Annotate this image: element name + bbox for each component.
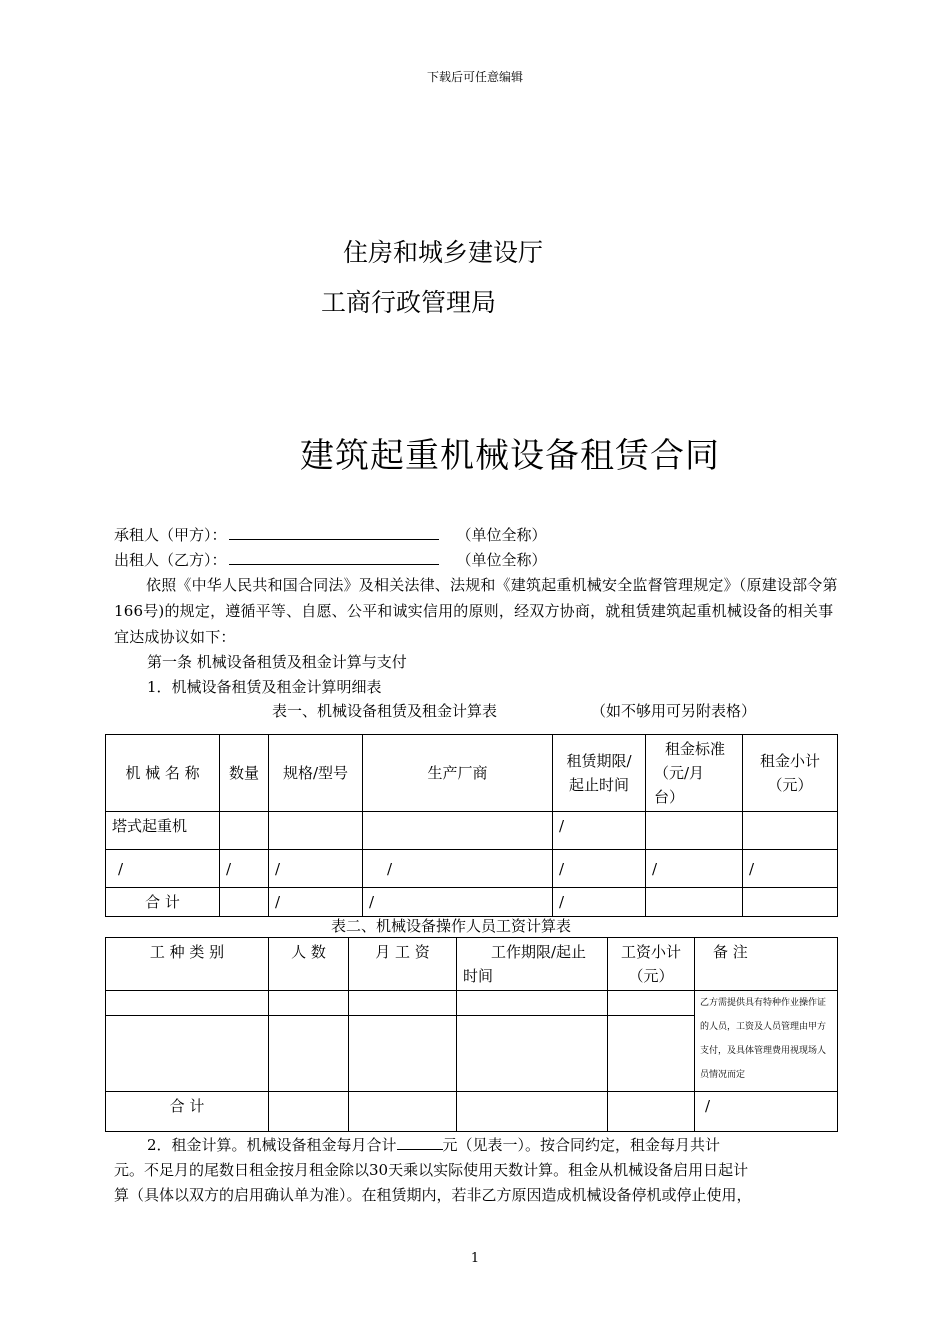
cell-rent-rate[interactable] <box>646 812 743 850</box>
header-headcount: 人 数 <box>269 938 349 991</box>
rental-table <box>105 734 838 917</box>
cell-rent-rate[interactable]: / <box>646 850 743 888</box>
header-work-period-line: 工作期限/起止 <box>491 943 587 961</box>
cell-total-model[interactable]: / <box>269 888 363 917</box>
lessee-suffix: （单位全称） <box>456 526 547 544</box>
monthly-rent-blank[interactable] <box>397 1135 443 1150</box>
header-rental-period <box>553 735 646 812</box>
cell-total-subtotal[interactable] <box>608 1092 695 1132</box>
header-period-line: 起止时间 <box>568 776 629 794</box>
cell-total-remarks: / <box>695 1092 838 1132</box>
issuer-ministry: 住房和城乡建设厅 <box>343 238 544 267</box>
cell-work-period[interactable] <box>457 1016 608 1092</box>
cell-manufacturer[interactable] <box>363 812 553 850</box>
header-work-period <box>457 938 608 991</box>
cell-headcount[interactable] <box>269 991 349 1016</box>
item-2-line-3: 算（具体以双方的启用确认单为准）。在租赁期内，若非乙方原因造成机械设备停机或停止使用， <box>114 1186 752 1204</box>
cell-manufacturer[interactable]: / <box>363 850 553 888</box>
table-row <box>106 812 838 850</box>
header-subtotal-line: 租金小计 <box>759 752 820 770</box>
cell-total-manufacturer[interactable]: / <box>363 888 553 917</box>
cell-total-subtotal[interactable] <box>743 888 838 917</box>
header-model: 规格/型号 <box>269 735 363 812</box>
item-1-heading: 1．机械设备租赁及租金计算明细表 <box>147 678 382 696</box>
lessor-suffix: （单位全称） <box>456 551 547 569</box>
lessor-label: 出租人（乙方）： <box>114 551 227 569</box>
document-title: 建筑起重机械设备租赁合同 <box>300 436 720 476</box>
cell-total-quantity[interactable] <box>220 888 269 917</box>
header-note: 下载后可任意编辑 <box>426 70 523 84</box>
table1-caption-note: （如不够用可另附表格） <box>591 702 757 720</box>
cell-model[interactable]: / <box>269 850 363 888</box>
intro-paragraph: 依照《中华人民共和国合同法》及相关法律、法规和《建筑起重机械安全监督管理规定》（原建设部令第166号)的规定，遵循平等、自愿、公平和诚实信用的原则，经双方协商，就租赁建筑起重机械设备的相关事宜达成协议如下： <box>114 576 838 646</box>
cell-total-rate[interactable] <box>646 888 743 917</box>
article-1-heading: 第一条 机械设备租赁及租金计算与支付 <box>147 653 407 671</box>
table-header-row <box>106 938 838 991</box>
table-total-row <box>106 888 838 917</box>
remark-line: 支付，及具体管理费用视现场人 <box>700 1046 827 1056</box>
page-number: 1 <box>470 1251 480 1266</box>
header-quantity: 数量 <box>220 735 269 812</box>
remark-line: 乙方需提供具有特种作业操作证 <box>700 998 827 1008</box>
header-remarks: 备 注 <box>695 938 838 991</box>
cell-rental-period[interactable]: / <box>553 850 646 888</box>
header-rate-line: （元/月 <box>654 764 705 782</box>
header-manufacturer: 生产厂商 <box>363 735 553 812</box>
cell-job-type[interactable] <box>106 991 269 1016</box>
cell-total-headcount[interactable] <box>269 1092 349 1132</box>
header-machine-name: 机 械 名 称 <box>106 735 220 812</box>
lessee-label: 承租人（甲方）： <box>114 526 227 544</box>
item-2-text: 2．租金计算。机械设备租金每月合计 <box>147 1136 397 1154</box>
table1-caption: 表一、机械设备租赁及租金计算表 <box>272 702 498 720</box>
lessee-line <box>114 524 547 545</box>
item-2-text: 元（见表一）。按合同约定，租金每月共计 <box>442 1136 721 1154</box>
cell-total-label: 合 计 <box>106 1092 269 1132</box>
header-rate-line: 台） <box>654 788 685 806</box>
header-rate-line: 租金标准 <box>664 740 725 758</box>
header-job-type: 工 种 类 别 <box>106 938 269 991</box>
table-header-row <box>106 735 838 812</box>
cell-rental-period[interactable]: / <box>553 812 646 850</box>
cell-wage-subtotal[interactable] <box>608 991 695 1016</box>
item-2-line-2: 元。不足月的尾数日租金按月租金除以30天乘以实际使用天数计算。租金从机械设备启用日起计 <box>114 1161 749 1179</box>
table-row <box>106 991 838 1016</box>
cell-machine-name[interactable]: 塔式起重机 <box>106 812 220 850</box>
issuer-bureau: 工商行政管理局 <box>321 288 497 317</box>
item-2-line-1 <box>147 1132 837 1158</box>
header-period-line: 租赁期限/ <box>566 752 632 770</box>
cell-machine-name[interactable]: / <box>106 850 220 888</box>
header-work-period-line: 时间 <box>463 967 494 985</box>
header-wage-subtotal-line: （元） <box>628 967 674 985</box>
cell-total-period[interactable]: / <box>553 888 646 917</box>
table-total-row <box>106 1092 838 1132</box>
header-wage-subtotal-line: 工资小计 <box>620 943 681 961</box>
cell-remarks-note <box>695 991 838 1092</box>
cell-work-period[interactable] <box>457 991 608 1016</box>
remark-line: 的人员，工资及人员管理由甲方 <box>700 1022 827 1032</box>
table-row <box>106 850 838 888</box>
lessee-blank[interactable] <box>229 525 439 540</box>
cell-quantity[interactable]: / <box>220 850 269 888</box>
cell-job-type[interactable] <box>106 1016 269 1092</box>
cell-wage-subtotal[interactable] <box>608 1016 695 1092</box>
header-wage-subtotal <box>608 938 695 991</box>
cell-total-period[interactable] <box>457 1092 608 1132</box>
remark-line: 员情况而定 <box>700 1070 746 1080</box>
cell-headcount[interactable] <box>269 1016 349 1092</box>
wage-table <box>105 937 838 1132</box>
table2-caption: 表二、机械设备操作人员工资计算表 <box>331 917 572 935</box>
lessor-line <box>114 549 547 570</box>
header-subtotal-line: （元） <box>767 776 813 794</box>
cell-model[interactable] <box>269 812 363 850</box>
header-rent-rate <box>646 735 743 812</box>
lessor-blank[interactable] <box>229 550 439 565</box>
cell-total-wage[interactable] <box>349 1092 457 1132</box>
cell-monthly-wage[interactable] <box>349 1016 457 1092</box>
cell-quantity[interactable] <box>220 812 269 850</box>
header-rent-subtotal <box>743 735 838 812</box>
cell-rent-subtotal[interactable]: / <box>743 850 838 888</box>
cell-total-label: 合 计 <box>106 888 220 917</box>
cell-rent-subtotal[interactable] <box>743 812 838 850</box>
header-monthly-wage: 月 工 资 <box>349 938 457 991</box>
cell-monthly-wage[interactable] <box>349 991 457 1016</box>
